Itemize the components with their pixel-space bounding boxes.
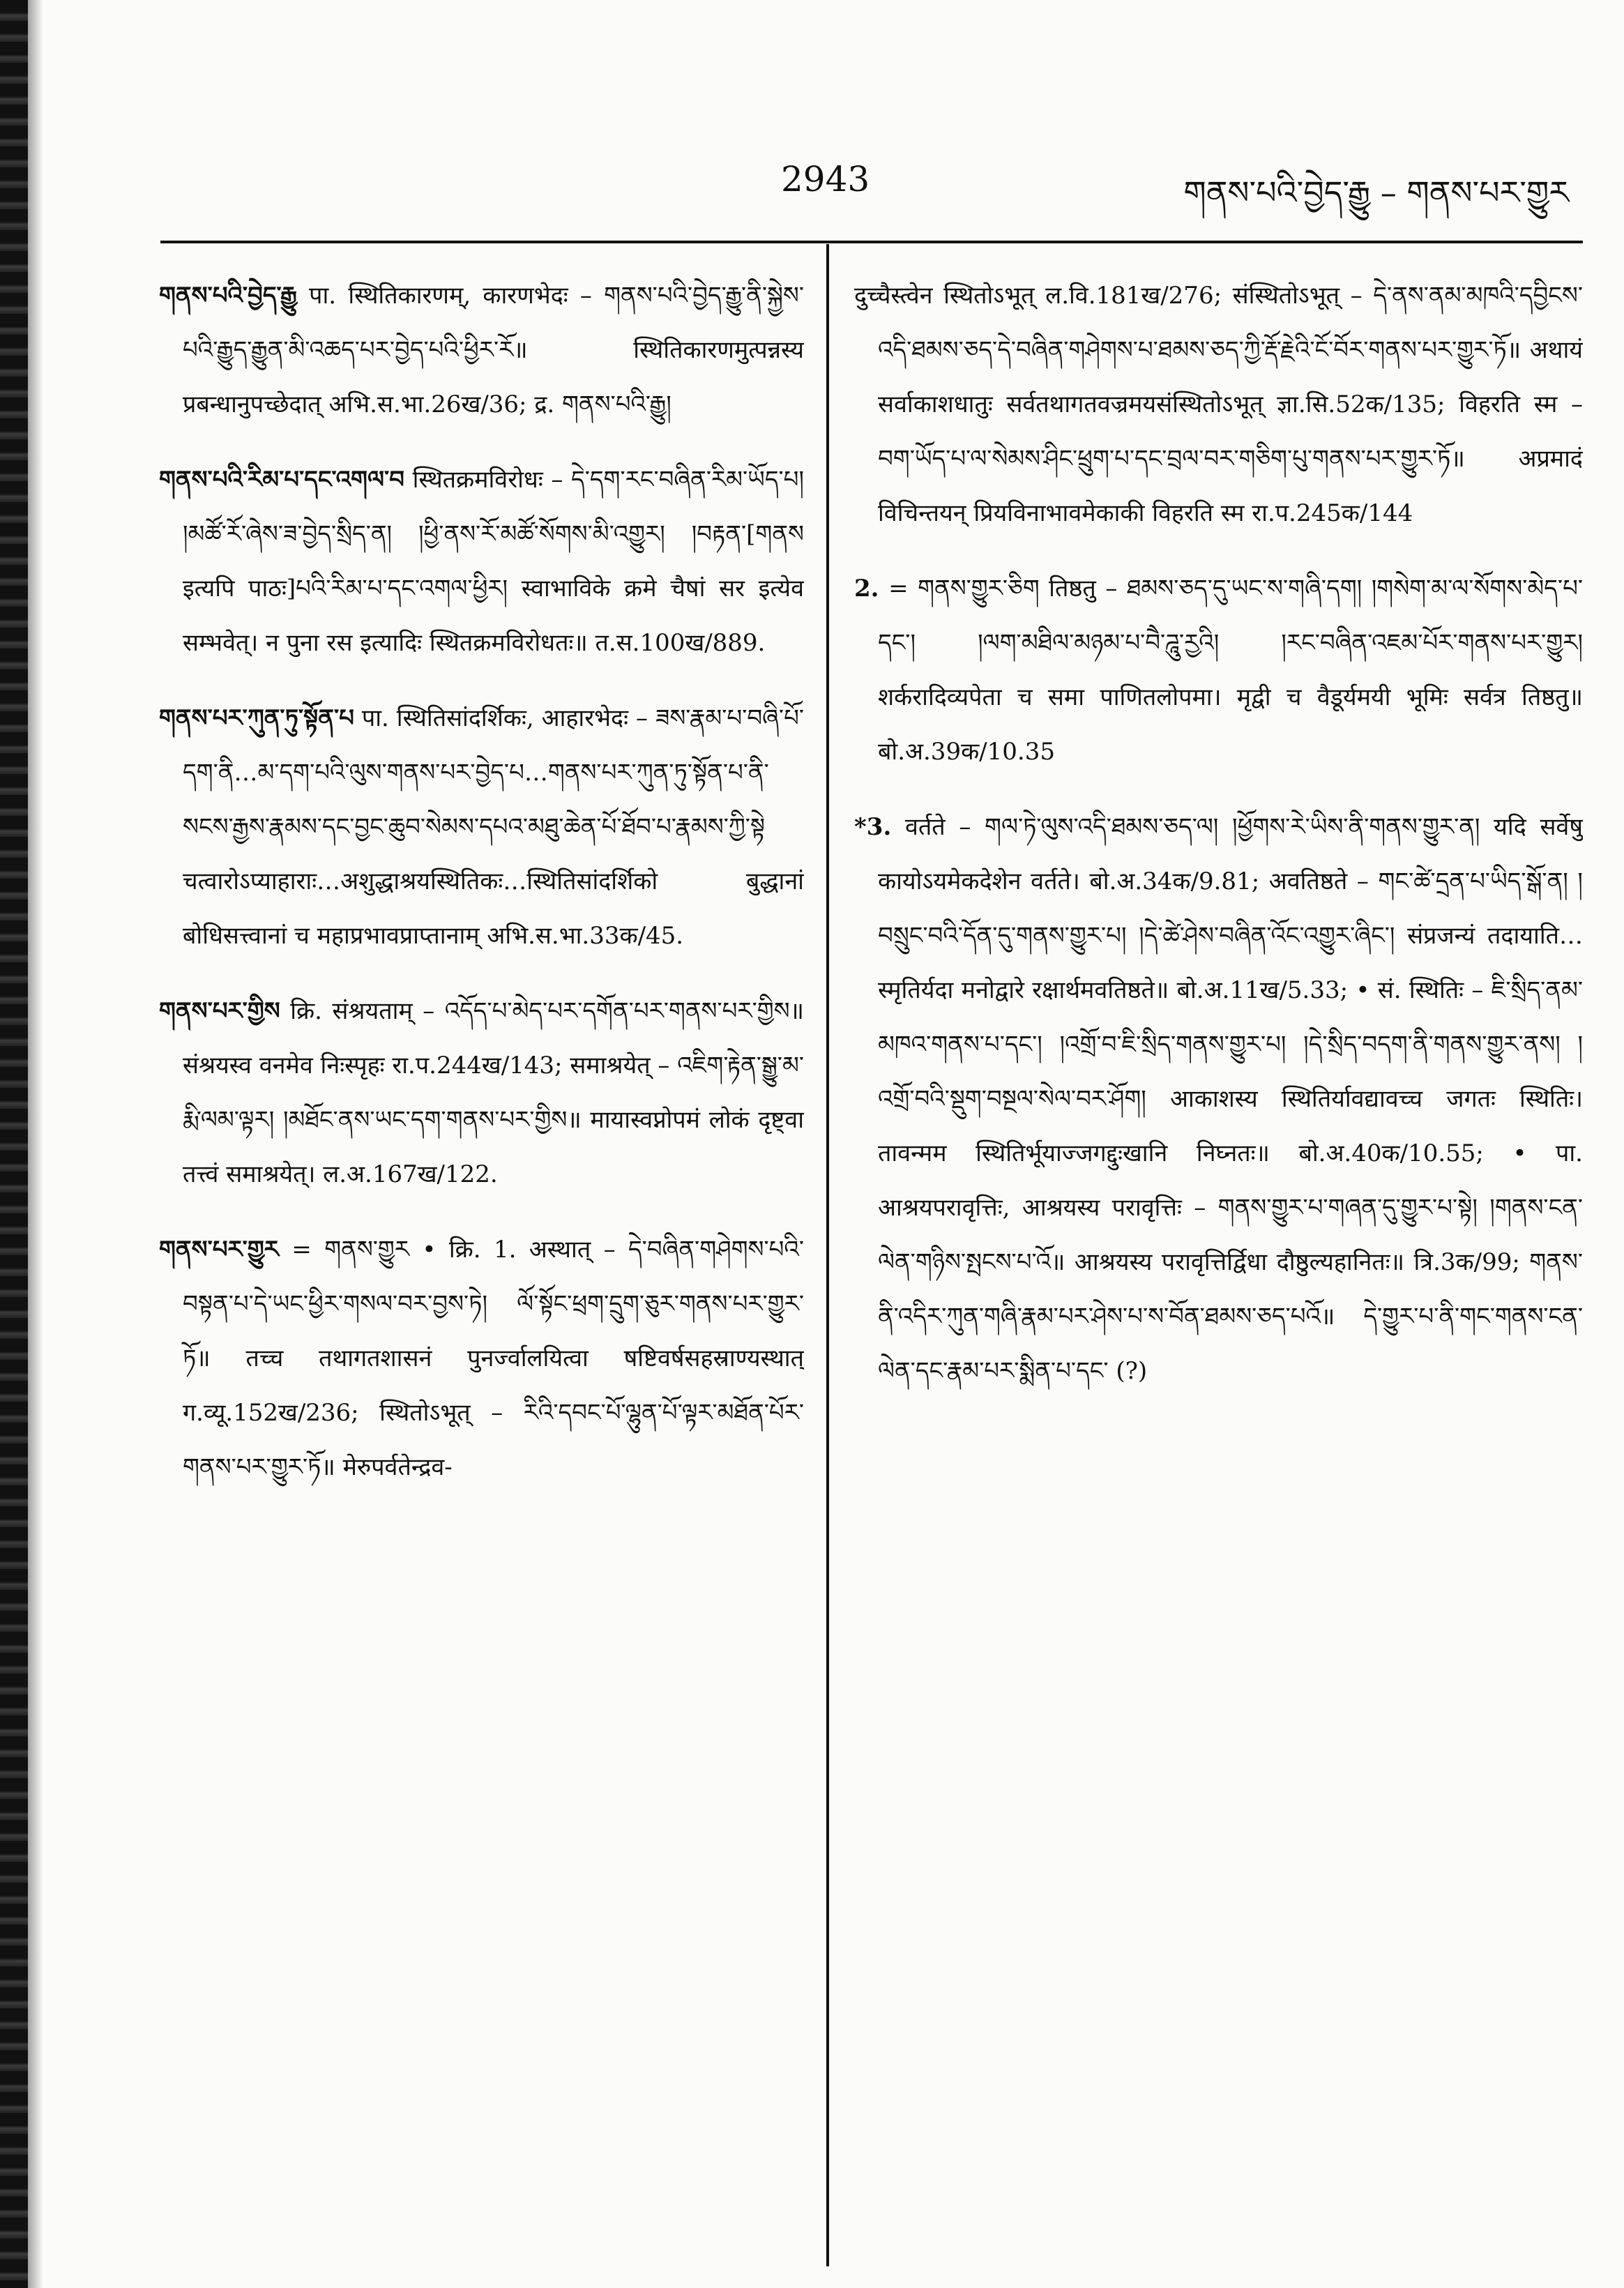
dictionary-entry — [159, 1222, 804, 1494]
entry-headword: གནས་པའི་རིམ་པ་དང་འགལ་བ — [159, 466, 404, 494]
dictionary-entry — [159, 453, 804, 670]
spine-shadow — [28, 0, 43, 2288]
header-rule — [160, 241, 1583, 243]
right-column — [854, 268, 1583, 2263]
entry-body: पा. स्थितिसांदर्शिकः, आहारभेदः – ཟས་རྣམ་པ་བཞི་པོ་དག་ནི…མ་དག་པའི་ལུས་གནས་པར་བྱེད་པ…གནས་པར་ཀུན་ཏུ་སྟོན་པ་ནི་སངས་རྒྱས་རྣམས་དང་བྱང་ཆུབ་སེམས་དཔའ་མཐུ་ཆེན་པོ་ཐོབ་པ་རྣམས་ཀྱི་སྟེ चत्वारोऽप्याहाराः…अशुद्धाश्रयस्थितिकः…स्थितिसांदर्शिको बुद्धानां बोधिसत्त्वानां च महाप्रभावप्राप्तानाम् अभि.स.भा.33क/45. — [183, 704, 804, 950]
entry-headword: གནས་པར་གྱིས — [159, 997, 280, 1025]
dictionary-sense — [854, 800, 1583, 1398]
entry-body: पा. स्थितिकारणम्, कारणभेदः – གནས་པའི་བྱེད་རྒྱུ་ནི་སྐྱེས་པའི་རྒྱུད་རྒྱུན་མི་འཆད་པར་བྱེད་པའི་ཕྱིར་རོ॥ स्थितिकारणमुत्पन्नस्य प्रबन्धानुपच्छेदात् अभि.स.भा.26ख/36; द्र. གནས་པའི་རྒྱུ། — [183, 282, 804, 418]
entry-body: वर्तते – གལ་ཏེ་ལུས་འདི་ཐམས་ཅད་ལ། །ཕྱོགས་རེ་ཡིས་ནི་གནས་གྱུར་ན། यदि सर्वेषु कायोऽयमेकदेशेन वर्तते। बो.अ.34क/9.81; अवतिष्ठते – གང་ཚེ་དྲན་པ་ཡིད་སྒོ་ན། །བསྲུང་བའི་དོན་དུ་གནས་གྱུར་པ། །དེ་ཚེ་ཤེས་བཞིན་འོང་འགྱུར་ཞིང་། संप्रजन्यं तदायाति…स्मृतिर्यदा मनोद्वारे रक्षार्थमवतिष्ठते॥ बो.अ.11ख/5.33; • सं. स्थितिः – ཇི་སྲིད་ནམ་མཁའ་གནས་པ་དང་། །འགྲོ་བ་ཇི་སྲིད་གནས་གྱུར་པ། །དེ་སྲིད་བདག་ནི་གནས་གྱུར་ནས། །འགྲོ་བའི་སྡུག་བསྔལ་སེལ་བར་ཤོག། आकाशस्य स्थितिर्यावद्यावच्च जगतः स्थितिः। तावन्मम स्थितिर्भूयाज्जगद्दुःखानि निघ्नतः॥ बो.अ.40क/10.55; • पा. आश्रयपरावृत्तिः, आश्रयस्य परावृत्तिः – གནས་གྱུར་པ་གཞན་དུ་གྱུར་པ་སྟེ། །གནས་ངན་ལེན་གཉིས་སྤངས་པ་འོ॥ आश्रयस्य परावृत्तिर्द्विधा दौष्ठुल्यहानितः॥ त्रि.3क/99; གནས་ནི་འདིར་ཀུན་གཞི་རྣམ་པར་ཤེས་པ་ས་བོན་ཐམས་ཅད་པའོ॥ དེ་གྱུར་པ་ནི་གང་གནས་ངན་ལེན་དང་རྣམ་པར་སྨིན་པ་དང་ (?) — [878, 813, 1583, 1385]
page-number: 2943 — [781, 159, 870, 199]
entry-body: स्थितक्रमविरोधः – དེ་དག་རང་བཞིན་རིམ་ཡོད་པ། །མཚོ་རོ་ཞེས་ཟ་བྱེད་སྲིད་ན། །ཕྱི་ནས་རོ་མཚོ་སོགས་མི་འགྱུར། །བརྟན་[གནས इत्यपि पाठः]པའི་རིམ་པ་དང་འགལ་ཕྱིར། स्वाभाविके क्रमे चैषां सर इत्येव सम्भवेत्। न पुना रस इत्यादिः स्थितक्रमविरोधतः॥ त.स.100ख/889. — [183, 466, 804, 657]
left-column — [159, 268, 804, 2263]
running-head: གནས་པའི་བྱེད་རྒྱུ – གནས་པར་གྱུར — [1183, 174, 1569, 211]
entry-headword: གནས་པའི་བྱེད་རྒྱུ — [159, 282, 297, 310]
dictionary-entry — [159, 691, 804, 963]
sense-number: *3. — [854, 813, 892, 841]
entry-headword: གནས་པར་གྱུར — [159, 1236, 279, 1264]
entry-body: = གནས་གྱུར་ཅིག तिष्ठतु – ཐམས་ཅད་དུ་ཡང་ས་གཞི་དག། །གསེག་མ་ལ་སོགས་མེད་པ་དང་། །ལག་མཐིལ་མཉམ་པ་བཻ་ཌཱུ་རྱའི། །རང་བཞིན་འཇམ་པོར་གནས་པར་གྱུར། शर्करादिव्यपेता च समा पाणितलोपमा। मृद्वी च वैडूर्यमयी भूमिः सर्वत्र तिष्ठतु॥ बो.अ.39क/10.35 — [878, 575, 1583, 766]
sense-number: 2. — [854, 575, 879, 603]
entry-body: दुच्चैस्त्वेन स्थितोऽभूत् ल.वि.181ख/276; संस्थितोऽभूत् – དེ་ནས་ནམ་མཁའི་དབྱིངས་འདི་ཐམས་ཅད་དེ་བཞིན་གཤེགས་པ་ཐམས་ཅད་ཀྱི་རྡོ་རྗེའི་ངོ་བོར་གནས་པར་གྱུར་ཏོ॥ अथायं सर्वाकाशधातुः सर्वतथागतवज्रमयसंस्थितोऽभूत् ज्ञा.सि.52क/135; विहरति स्म – བག་ཡོད་པ་ལ་སེམས་ཤིང་ཕྲུག་པ་དང་བྲལ་བར་གཅིག་པུ་གནས་པར་གྱུར་ཏོ॥ अप्रमादं विचिन्तयन् प्रियविनाभावमेकाकी विहरति स्म रा.प.245क/144 — [854, 282, 1583, 527]
dictionary-entry — [159, 268, 804, 432]
entry-headword: གནས་པར་ཀུན་ཏུ་སྟོན་པ — [159, 704, 354, 732]
column-divider — [826, 244, 829, 2266]
dictionary-entry — [159, 984, 804, 1202]
entry-body: = གནས་གྱུར • क्रि. 1. अस्थात् – དེ་བཞིན་གཤེགས་པའི་བསྟན་པ་དེ་ཡང་ཕྱིར་གསལ་བར་བྱས་ཏེ། ལོ་སྟོང་ཕྲག་དྲུག་ཅུར་གནས་པར་གྱུར་ཏོ॥ तच्च तथागतशासनं पुनर्ज्वालयित्वा षष्टिवर्षसहस्राण्यस्थात् ग.व्यू.152ख/236; स्थितोऽभूत् – རིའི་དབང་པོ་ལྷུན་པོ་ལྟར་མཐོན་པོར་གནས་པར་གྱུར་ཏོ॥ मेरुपर्वतेन्द्रव- — [183, 1236, 804, 1481]
entry-body: क्रि. संश्रयताम् – འདོད་པ་མེད་པར་དགོན་པར་གནས་པར་གྱིས॥ संश्रयस्व वनमेव निःस्पृहः रा.प.244ख/143; समाश्रयेत् – འཇིག་རྟེན་སྒྱུ་མ་རྨི་ལམ་ལྟར། །མཐོང་ནས་ཡང་དག་གནས་པར་གྱིས॥ मायास्वप्नोपमं लोकं दृष्ट्वा तत्त्वं समाश्रयेत्। ल.अ.167ख/122. — [183, 997, 804, 1188]
dictionary-sense — [854, 561, 1583, 779]
entry-continuation — [854, 268, 1583, 540]
book-spine-edge — [0, 0, 28, 2288]
